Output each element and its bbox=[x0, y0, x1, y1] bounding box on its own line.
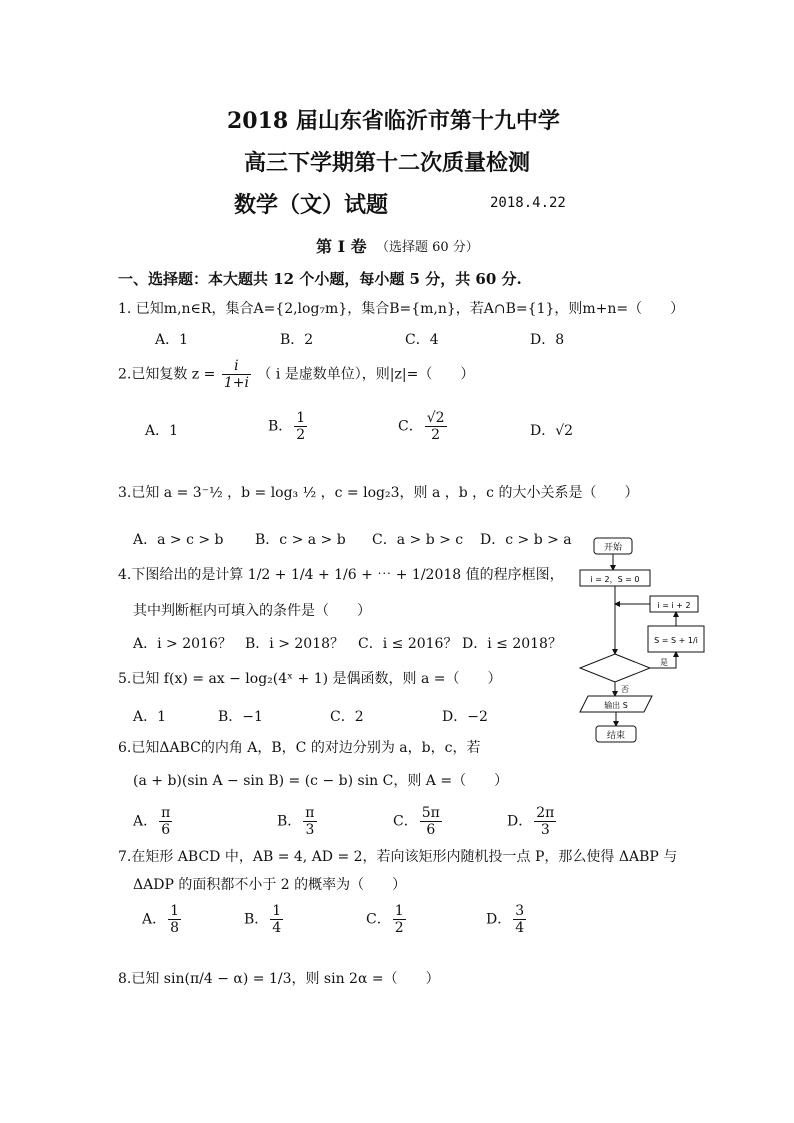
q6-a-label: A． bbox=[133, 813, 158, 830]
question-6-line2: (a + b)(sin A − sin B) = (c − b) sin C，则 A =（ ） bbox=[133, 773, 509, 789]
q7-d-den: 4 bbox=[515, 920, 525, 937]
q6-c-label: C． bbox=[393, 813, 418, 830]
q6-d-den: 3 bbox=[540, 822, 550, 839]
q7-a-label: A． bbox=[142, 911, 167, 928]
q2-option-c bbox=[398, 410, 449, 443]
q2-b-den: 2 bbox=[296, 427, 306, 444]
flow-init-text: i = 2，S = 0 bbox=[590, 575, 640, 584]
q6-b-num: π bbox=[305, 805, 315, 821]
question-4: 4.下图给出的是计算 1/2 + 1/4 + 1/6 + ⋯ + 1/2018 值的程序框图， bbox=[118, 567, 564, 583]
q2-num: i bbox=[222, 358, 251, 375]
q3-option-d: D．c > b > a bbox=[480, 532, 572, 548]
question-7: 7.在矩形 ABCD 中，AB = 4, AD = 2，若向该矩形内随机投一点 P，那么使得 ΔABP 与 bbox=[118, 849, 678, 865]
subject-title: 数学（文）试题 bbox=[234, 192, 389, 218]
q5-option-c: C．2 bbox=[330, 709, 364, 725]
q3-option-c: C．a > b > c bbox=[372, 532, 464, 548]
question-8: 8.已知 sin(π/4 − α) = 1/3，则 sin 2α =（ ） bbox=[118, 971, 440, 987]
question-7-line2: ΔADP 的面积都不小于 2 的概率为（ ） bbox=[133, 877, 407, 893]
q3-option-b: B．c > a > b bbox=[255, 532, 346, 548]
q1-option-d: D．8 bbox=[530, 332, 565, 348]
q2-suffix: （ i 是虚数单位），则|z|=（ ） bbox=[257, 366, 475, 383]
question-3: 3.已知 a = 3⁻½ ，b = log₃ ½ ，c = log₂3，则 a ，b ，c 的大小关系是（ ） bbox=[118, 485, 639, 501]
exam-title: 高三下学期第十二次质量检测 bbox=[244, 150, 531, 176]
q5-option-d: D．−2 bbox=[442, 709, 488, 725]
q6-option-a bbox=[133, 805, 174, 838]
q6-c-num: 5π bbox=[421, 805, 440, 821]
q1-option-c: C．4 bbox=[405, 332, 439, 348]
question-1: 1. 已知m,n∈R，集合A={2,log₇m}，集合B={m,n}，若A∩B={1}，则m+n=（ ） bbox=[118, 301, 685, 317]
flowchart bbox=[574, 534, 714, 754]
q5-option-a: A．1 bbox=[133, 709, 167, 725]
q7-c-den: 2 bbox=[394, 920, 404, 937]
q2-fraction bbox=[222, 358, 251, 391]
school-title: 2018 届山东省临沂市第十九中学 bbox=[227, 108, 560, 134]
q2-option-d bbox=[530, 420, 573, 440]
q7-b-label: B． bbox=[244, 911, 269, 928]
q3-option-a: A．a > c > b bbox=[133, 532, 224, 548]
q6-d-num: 2π bbox=[536, 805, 555, 821]
q6-b-label: B． bbox=[277, 813, 302, 830]
q7-option-b bbox=[244, 903, 285, 936]
q5-option-b: B．−1 bbox=[218, 709, 263, 725]
q6-d-label: D． bbox=[507, 813, 533, 830]
q1-option-a: A．1 bbox=[155, 332, 189, 348]
q6-option-b bbox=[277, 805, 319, 838]
section-heading: 一、选择题：本大题共 12 个小题，每小题 5 分，共 60 分. bbox=[118, 270, 522, 288]
q2-d-val: √2 bbox=[555, 423, 574, 439]
q6-a-num: π bbox=[161, 805, 171, 821]
q4-option-d: D．i ≤ 2018？ bbox=[462, 636, 562, 652]
volume-note: （选择题 60 分） bbox=[376, 240, 479, 255]
flow-sum-text: S = S + 1/i bbox=[654, 636, 698, 645]
q7-option-c bbox=[366, 903, 408, 936]
q1-option-b: B．2 bbox=[280, 332, 314, 348]
q7-d-label: D． bbox=[486, 911, 512, 928]
q4-option-b: B．i > 2018？ bbox=[245, 636, 345, 652]
q7-option-d bbox=[486, 903, 528, 936]
q7-c-label: C． bbox=[366, 911, 391, 928]
q7-b-den: 4 bbox=[272, 920, 282, 937]
q6-option-d bbox=[507, 805, 558, 838]
exam-date: 2018.4.22 bbox=[490, 195, 566, 211]
q4-option-c: C．i ≤ 2016？ bbox=[358, 636, 458, 652]
q2-option-d-label: D． bbox=[530, 423, 556, 439]
q7-a-num: 1 bbox=[170, 903, 180, 919]
q2-option-b bbox=[268, 410, 309, 443]
question-2 bbox=[118, 358, 474, 391]
q7-a-den: 8 bbox=[170, 920, 180, 937]
q4-option-a: A．i > 2016？ bbox=[133, 636, 232, 652]
q6-b-den: 3 bbox=[305, 822, 315, 839]
q6-a-den: 6 bbox=[161, 822, 171, 839]
q7-b-num: 1 bbox=[272, 903, 282, 919]
flow-end-text: 结束 bbox=[606, 731, 626, 741]
q7-c-num: 1 bbox=[394, 903, 404, 919]
question-6: 6.已知ΔABC的内角 A，B，C 的对边分别为 a，b，c，若 bbox=[118, 740, 481, 756]
volume-label: 第 I 卷 bbox=[316, 237, 367, 256]
q7-d-num: 3 bbox=[515, 903, 525, 919]
flow-start-text: 开始 bbox=[603, 543, 623, 553]
q2-b-num: 1 bbox=[296, 410, 306, 426]
flow-decision bbox=[580, 654, 650, 682]
q2-option-a: A．1 bbox=[145, 423, 179, 439]
flow-output-text: 输出 S bbox=[604, 701, 628, 710]
q6-c-den: 6 bbox=[426, 822, 436, 839]
question-4-line2: 其中判断框内可填入的条件是（ ） bbox=[133, 603, 371, 619]
q2-c-den: 2 bbox=[431, 427, 441, 444]
question-5: 5.已知 f(x) = ax − log₂(4ˣ + 1) 是偶函数，则 a =（ ） bbox=[118, 671, 502, 687]
q6-option-c bbox=[393, 805, 444, 838]
q7-option-a bbox=[142, 903, 183, 936]
q2-option-b-label: B． bbox=[268, 418, 293, 435]
flow-yes-label: 是 bbox=[660, 658, 668, 667]
q2-c-num: √2 bbox=[426, 410, 445, 426]
q2-option-c-label: C． bbox=[398, 418, 423, 435]
q2-den: 1+i bbox=[223, 375, 249, 392]
q2-prefix: 2.已知复数 z = bbox=[118, 366, 216, 383]
flow-inc-text: i = i + 2 bbox=[657, 601, 691, 610]
flow-no-label: 否 bbox=[621, 685, 629, 694]
